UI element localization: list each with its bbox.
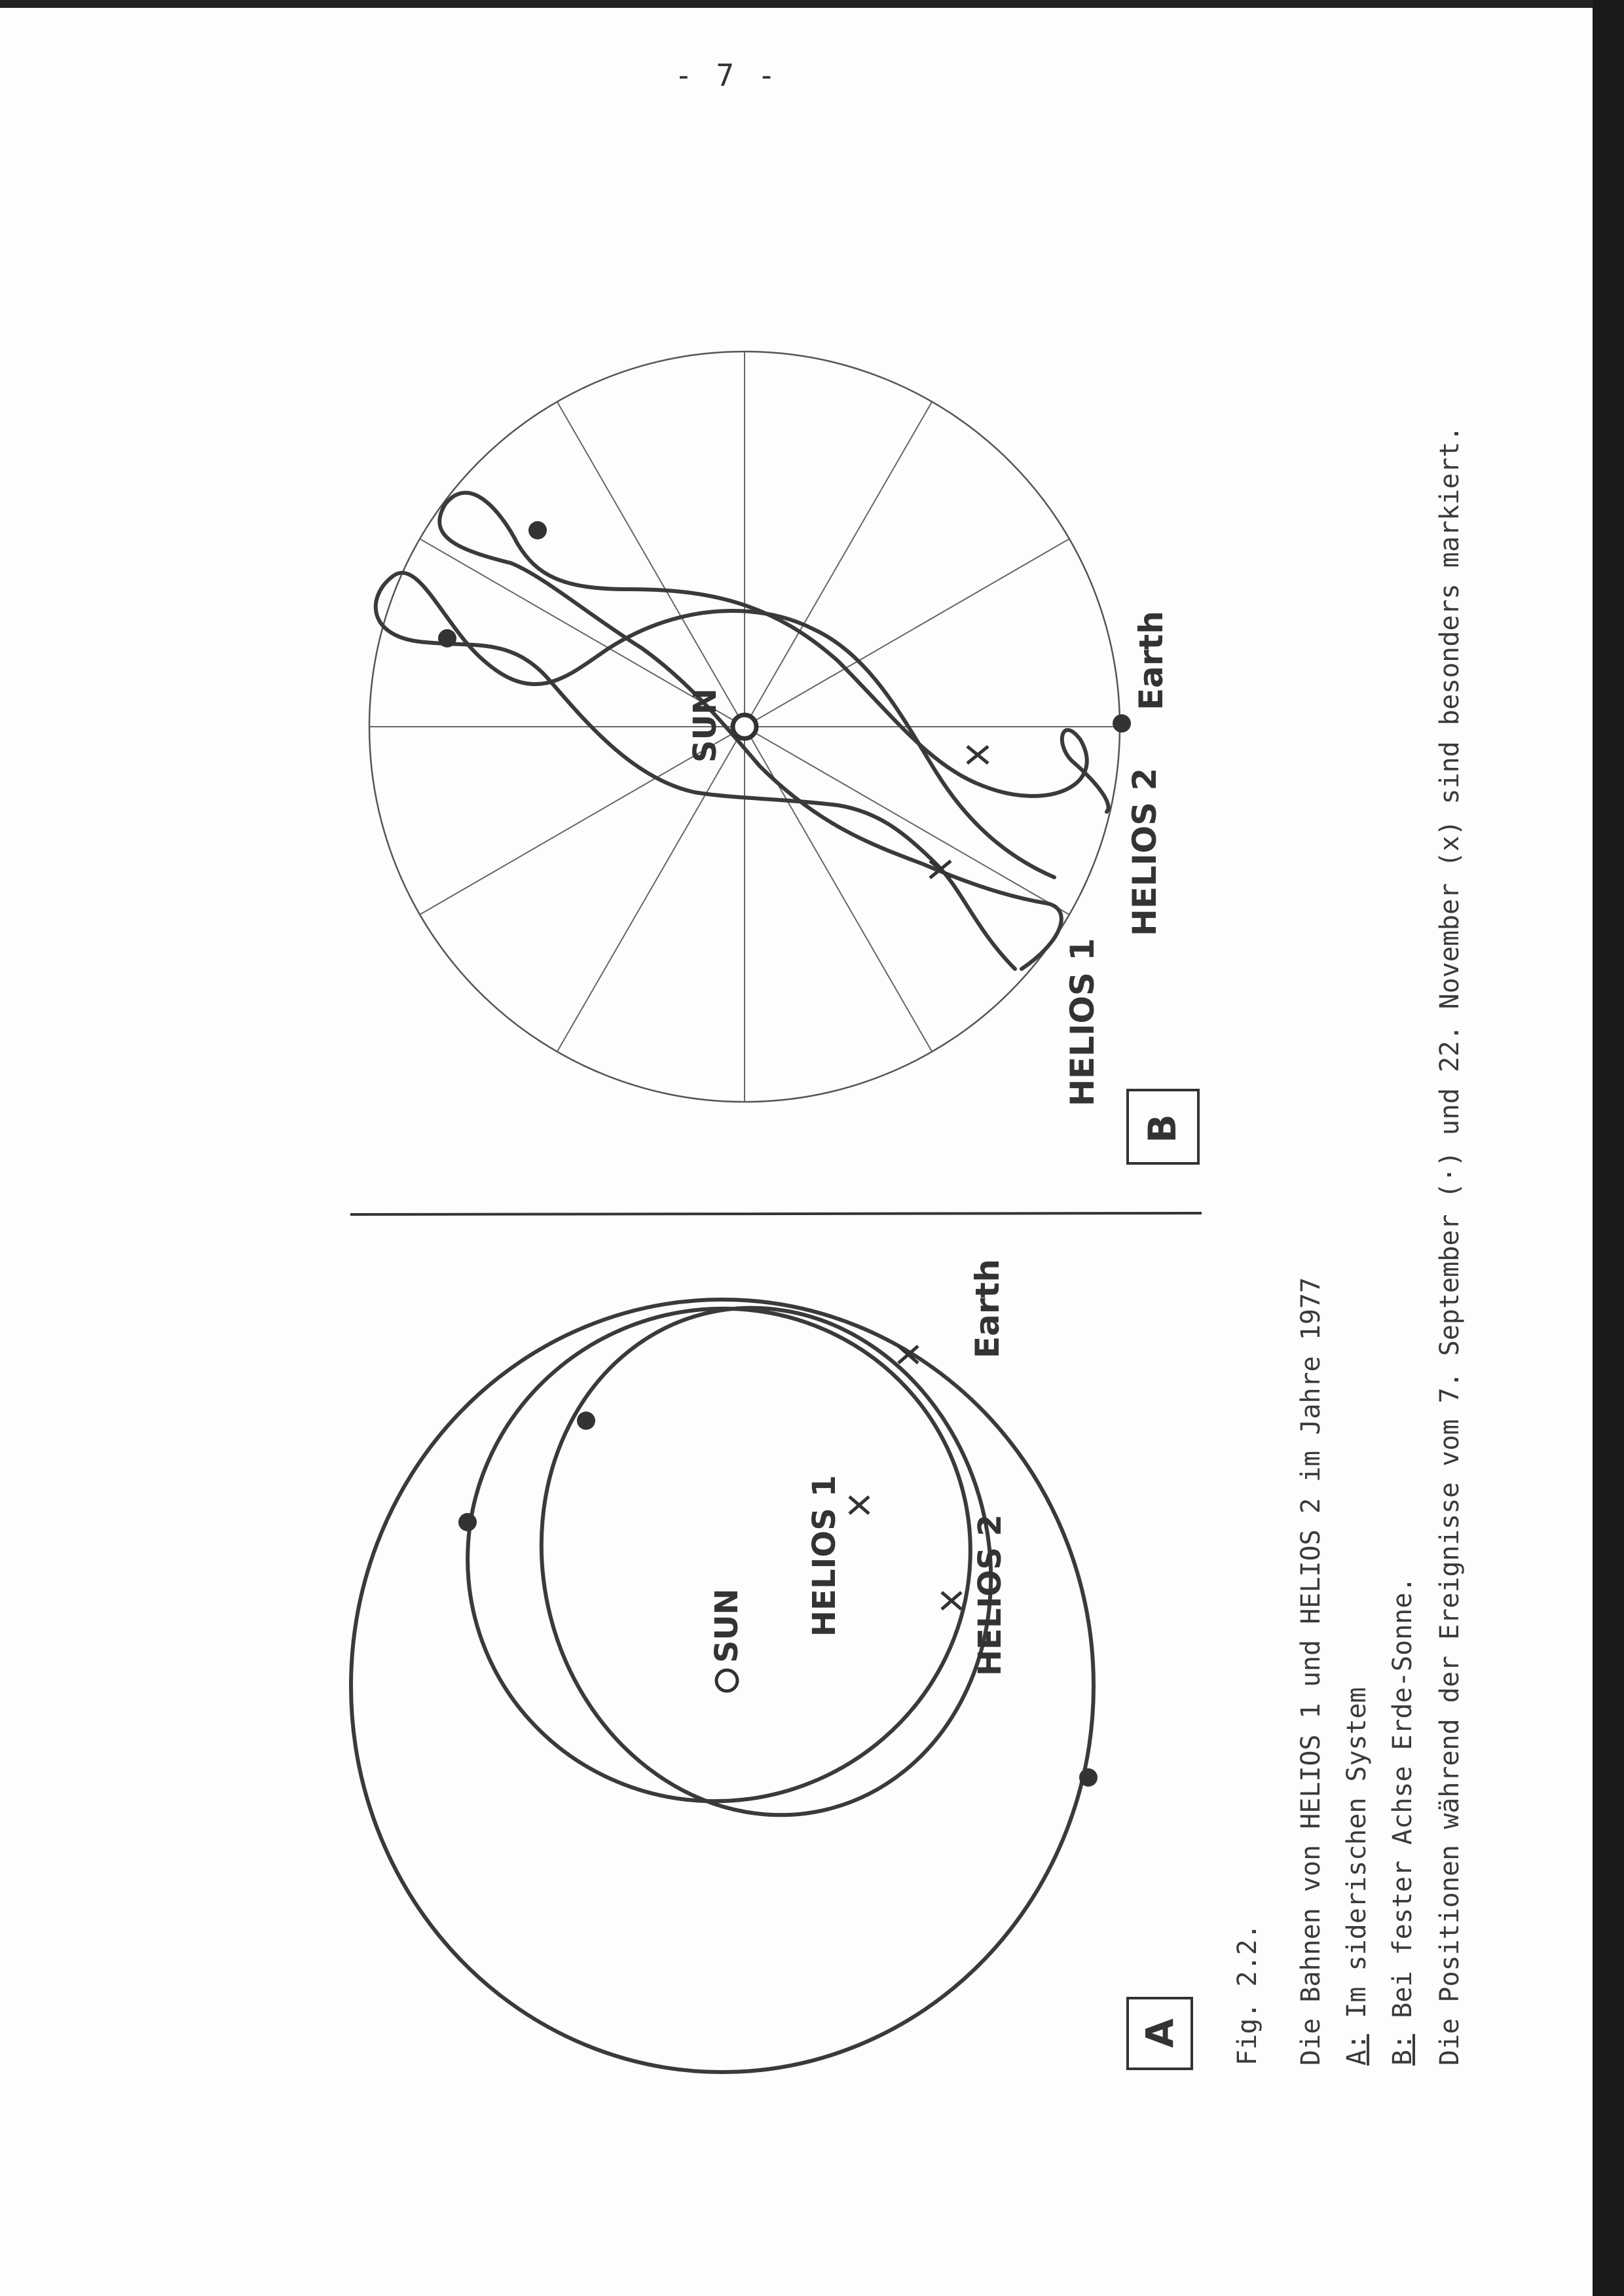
earth-sep7-marker-sidereal xyxy=(1079,1768,1098,1787)
panel-b-box-label: B xyxy=(1140,1114,1185,1143)
caption-line-4: Die Positionen während der Ereignisse vom 7. September (·) und 22. November (x) sind besonders markiert. xyxy=(1435,426,1465,2066)
caption-line-2 xyxy=(1342,1687,1372,2066)
sun-marker-sidereal xyxy=(716,1670,737,1691)
caption-line-3-text: Bei fester Achse Erde-Sonne. xyxy=(1388,1576,1418,2034)
helios-2-sep7-marker-sidereal xyxy=(458,1513,477,1531)
helios-1-orbit xyxy=(489,1260,1044,1863)
panel-separator xyxy=(350,1213,1202,1214)
panel-b-helios-2-label: HELIOS 2 xyxy=(1126,767,1164,936)
earth-marker-fixed-frame xyxy=(1113,714,1131,733)
caption-line-3-key: B: xyxy=(1388,2033,1418,2066)
panel-a-box-label: A xyxy=(1137,2018,1182,2048)
panel-b-helios-1-label: HELIOS 1 xyxy=(1063,938,1101,1106)
caption-line-2-text: Im siderischen System xyxy=(1342,1687,1372,2034)
helios-2-sep7-marker xyxy=(438,629,456,647)
helios-1-sep7-marker-sidereal xyxy=(577,1412,595,1430)
panel-a-helios-2-label: HELIOS 2 xyxy=(972,1514,1008,1676)
panel-a-sun-label: SUN xyxy=(709,1588,745,1663)
helios-2-orbit xyxy=(398,1238,1040,1872)
caption-line-3 xyxy=(1388,1576,1418,2066)
sun-marker-fixed-frame xyxy=(733,715,756,738)
caption-figure-number: Fig. 2.2. xyxy=(1232,1923,1263,2066)
helios-1-path-fixed-frame xyxy=(439,493,1108,969)
page-number: - 7 - xyxy=(674,58,779,93)
panel-b-earth-label: Earth xyxy=(1132,610,1170,710)
panel-a xyxy=(351,1238,1192,2072)
panel-b xyxy=(369,352,1198,1163)
panel-b-sun-label: SUN xyxy=(687,688,724,763)
caption-line-2-key: A: xyxy=(1342,2033,1372,2066)
caption-line-1: Die Bahnen von HELIOS 1 und HELIOS 2 im Jahre 1977 xyxy=(1296,1277,1326,2066)
figure-caption xyxy=(1232,426,1465,2066)
panel-a-helios-1-label: HELIOS 1 xyxy=(806,1475,843,1637)
panel-a-earth-label: Earth xyxy=(969,1258,1006,1358)
helios-1-sep7-marker xyxy=(528,521,547,539)
nov22-markers-fixed-frame xyxy=(930,746,988,878)
